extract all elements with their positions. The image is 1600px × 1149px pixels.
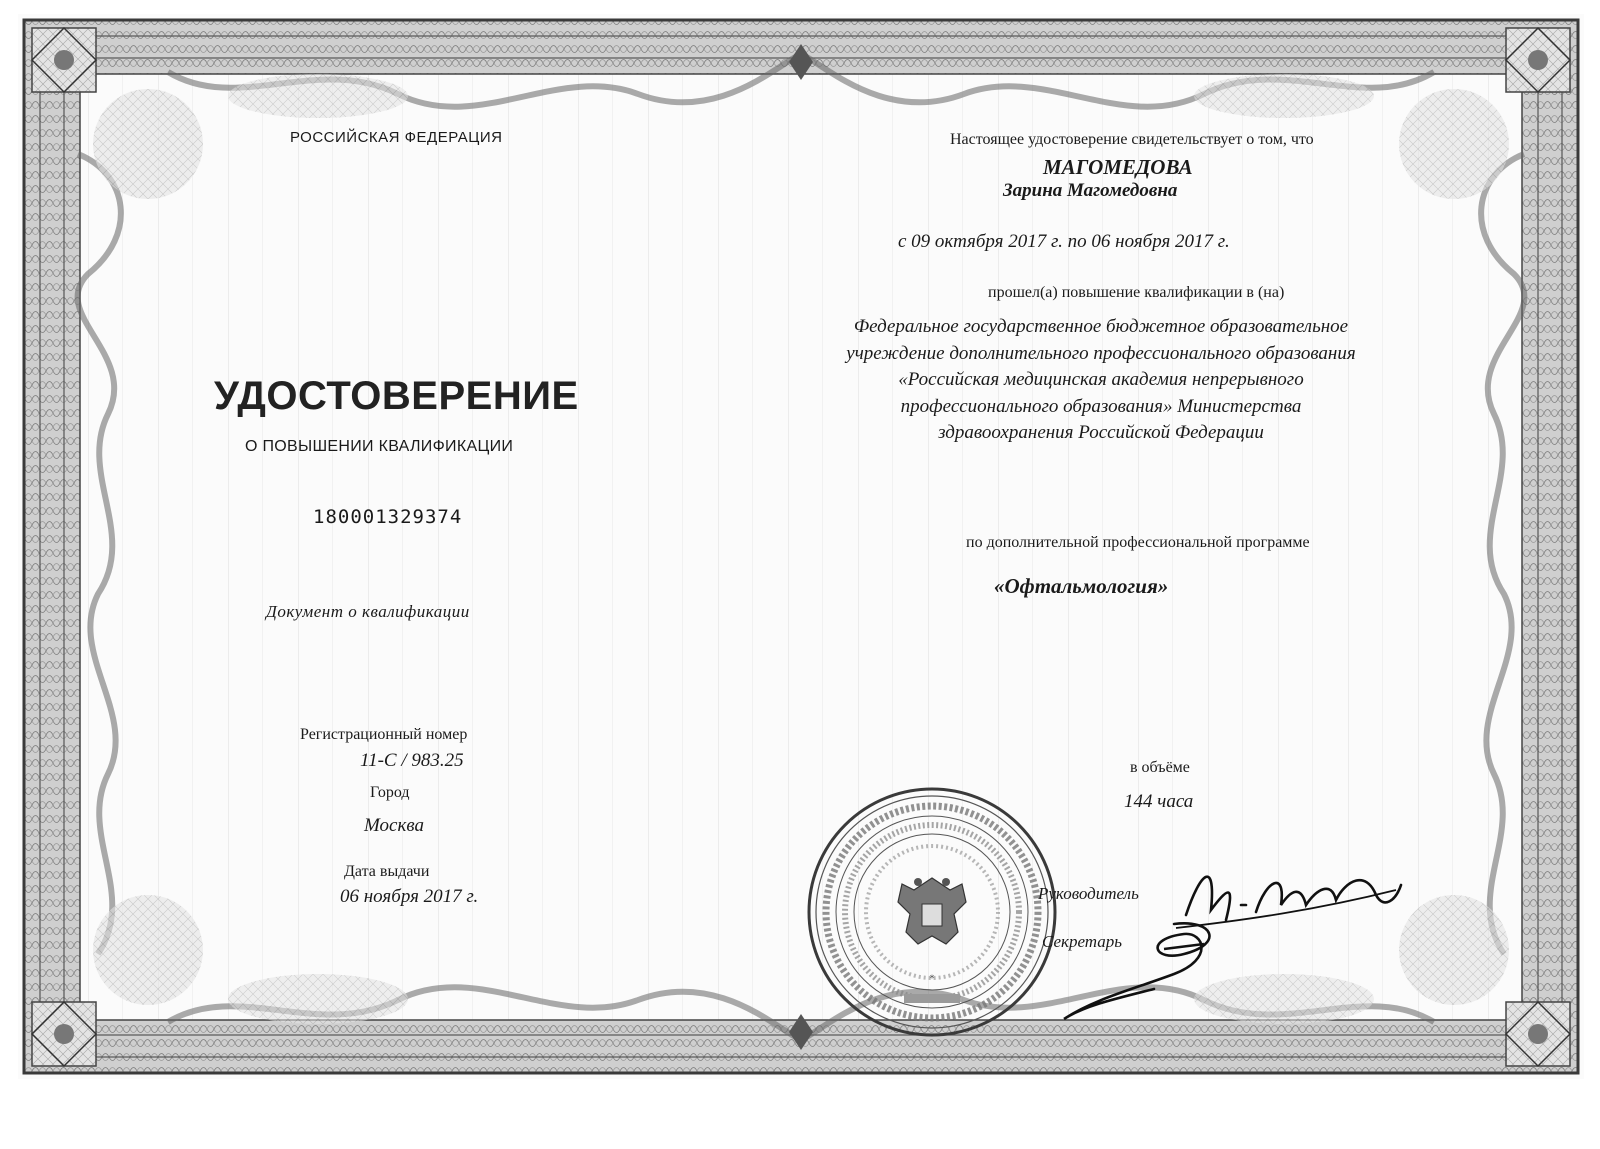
city-value: Москва <box>364 815 424 836</box>
corner-ornament <box>32 28 96 92</box>
issue-date: 06 ноября 2017 г. <box>340 886 479 907</box>
volume-value: 144 часа <box>1124 791 1194 812</box>
institution-name <box>778 314 1424 447</box>
registration-number: 11-С / 983.25 <box>360 750 464 771</box>
qualification-text: прошел(а) повышение квалификации в (на) <box>988 284 1285 301</box>
city-label: Город <box>370 784 410 801</box>
study-period: с 09 октября 2017 г. по 06 ноября 2017 г. <box>898 231 1230 252</box>
country-name: РОССИЙСКАЯ ФЕДЕРАЦИЯ <box>290 129 503 146</box>
institution-line: учреждение дополнительного профессионального образования <box>846 342 1356 364</box>
certificate-number: 180001329374 <box>313 506 463 528</box>
corner-ornament <box>32 1002 96 1066</box>
document-subtitle: О ПОВЫШЕНИИ КВАЛИФИКАЦИИ <box>245 438 514 455</box>
certificate <box>18 14 1584 1079</box>
registration-label: Регистрационный номер <box>300 726 468 743</box>
head-label: Руководитель <box>1038 884 1139 903</box>
institution-line: профессионального образования» Министерства <box>900 395 1302 417</box>
intro-text: Настоящее удостоверение свидетельствует о том, что <box>950 131 1314 148</box>
svg-text:*: * <box>929 974 935 984</box>
program-label: по дополнительной профессиональной программе <box>966 534 1310 551</box>
double-headed-eagle-icon <box>898 878 966 944</box>
document-type: Документ о квалификации <box>266 602 470 621</box>
institution-line: здравоохранения Российской Федерации <box>938 422 1264 443</box>
official-seal <box>806 786 1058 1038</box>
institution-line: Федеральное государственное бюджетное образовательное <box>853 316 1349 337</box>
surname: МАГОМЕДОВА <box>1043 155 1193 179</box>
program-name: «Офтальмология» <box>994 574 1169 598</box>
issue-date-label: Дата выдачи <box>344 863 430 880</box>
secretary-signature <box>1054 914 1254 1034</box>
institution-line: «Российская медицинская академия непрерывного <box>898 369 1304 390</box>
corner-ornament <box>1506 1002 1570 1066</box>
secretary-label: Секретарь <box>1042 932 1122 951</box>
given-names: Зарина Магомедовна <box>1003 180 1178 201</box>
volume-label: в объёме <box>1130 759 1190 776</box>
corner-ornament <box>1506 28 1570 92</box>
document-title: УДОСТОВЕРЕНИЕ <box>214 374 579 418</box>
